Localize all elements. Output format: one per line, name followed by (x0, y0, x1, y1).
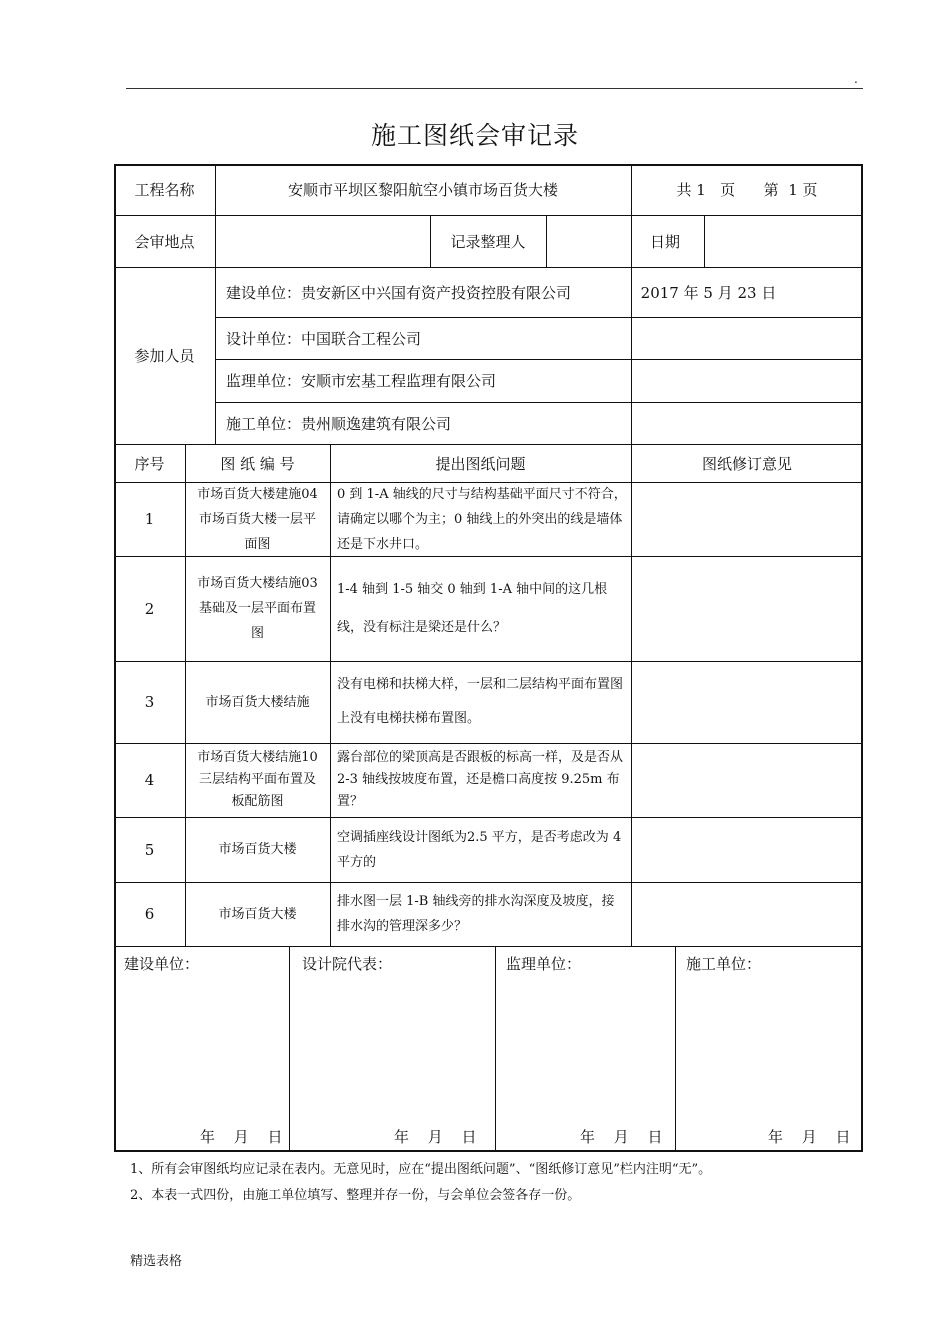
participant-unit: 监理单位：安顺市宏基工程监理有限公司 (226, 372, 497, 390)
row-no: 4 (144, 771, 155, 789)
row-no: 1 (144, 510, 155, 528)
row-question: 1-4 轴到 1-5 轴交 0 轴到 1-A 轴中间的这几根线，没有标注是梁还是什么？ (337, 581, 608, 635)
row-question: 没有电梯和扶梯大样，一层和二层结构平面布置图上没有电梯扶梯布置图。 (337, 677, 624, 726)
row-drawing: 市场百货大楼 (218, 842, 297, 857)
location-label: 会审地点 (134, 232, 195, 251)
participant-unit: 建设单位：贵安新区中兴国有资产投资控股有限公司 (226, 283, 572, 302)
col-divider (289, 946, 290, 1152)
signature-label-owner: 建设单位： (124, 955, 200, 973)
signature-label-construction: 施工单位： (686, 955, 762, 973)
row-question: 露台部位的梁顶高是否跟板的标高一样，及是否从 2-3 轴线按坡度布置，还是檐口高度按 9.25m 布置？ (337, 750, 624, 809)
row-opinion (631, 743, 863, 817)
col-divider (185, 444, 186, 946)
row-opinion (631, 817, 863, 882)
date-value (704, 215, 863, 267)
signature-label-design: 设计院代表： (302, 955, 393, 973)
note-1: 1、所有会审图纸均应记录在表内。无意见时，应在“提出图纸问题”、“图纸修订意见”栏内注明“无”。 (130, 1162, 712, 1177)
row-drawing: 市场百货大楼结施10 三层结构平面布置及板配筋图 (197, 750, 318, 809)
row-drawing: 市场百货大楼 (218, 906, 297, 922)
col-divider (675, 946, 676, 1152)
row-no: 6 (144, 905, 155, 923)
row-divider (114, 946, 863, 947)
row-drawing: 市场百货大楼建施04 市场百货大楼一层平面图 (197, 486, 318, 552)
row-no: 3 (144, 693, 155, 711)
row-opinion (631, 482, 863, 556)
page-title: 施工图纸会审记录 (370, 121, 579, 150)
row-opinion (631, 661, 863, 743)
col-divider (330, 444, 331, 946)
row-no: 5 (144, 840, 155, 859)
header-rule (126, 88, 863, 89)
col-divider (495, 946, 496, 1152)
project-name: 安顺市平坝区黎阳航空小镇市场百货大楼 (287, 181, 558, 199)
note-2: 2、本表一式四份，由施工单位填写、整理并存一份，与会单位会签各存一份。 (130, 1188, 581, 1203)
signature-label-supervision: 监理单位： (506, 955, 582, 973)
participant-unit: 设计单位：中国联合工程公司 (226, 329, 422, 348)
row-drawing: 市场百货大楼结施 (205, 694, 310, 710)
page-count: 共 1 页 第 1 页 (676, 181, 818, 199)
signature-date: 年 月 日 (768, 1128, 851, 1146)
date-label: 日期 (650, 232, 681, 251)
recorder-value (546, 215, 631, 267)
row-question: 0 到 1-A 轴线的尺寸与结构基础平面尺寸不符合，请确定以哪个为主；0 轴线上的外突出的线是墙体还是下水井口。 (337, 486, 627, 552)
signature-date: 年 月 日 (394, 1128, 477, 1146)
participant-date: 2017 年 5 月 23 日 (640, 283, 777, 302)
row-opinion (631, 882, 863, 946)
signature-date: 年 月 日 (580, 1128, 663, 1146)
footer-label: 精选表格 (130, 1254, 183, 1269)
header-mark: . (854, 72, 858, 86)
header-drawing: 图 纸 编 号 (220, 454, 295, 473)
recorder-label: 记录整理人 (450, 232, 526, 251)
row-drawing: 市场百货大楼结施03 基础及一层平面布置图 (197, 576, 318, 641)
header-no: 序号 (134, 454, 165, 473)
participant-extra (631, 317, 863, 359)
participants-label: 参加人员 (134, 347, 195, 365)
participant-extra (631, 359, 863, 402)
row-opinion (631, 556, 863, 661)
location-value (215, 215, 430, 267)
row-question: 排水图一层 1-B 轴线旁的排水沟深度及坡度，接排水沟的管理深多少？ (337, 894, 615, 934)
header-opinion: 图纸修订意见 (701, 454, 792, 473)
project-label: 工程名称 (134, 181, 195, 199)
row-no: 2 (144, 599, 155, 618)
participant-unit: 施工单位：贵州顺逸建筑有限公司 (226, 414, 452, 433)
participant-extra (631, 402, 863, 444)
header-question: 提出图纸问题 (435, 454, 526, 473)
signature-date: 年 月 日 (200, 1128, 283, 1146)
row-question: 空调插座线设计图纸为2.5 平方，是否考虑改为 4 平方的 (337, 829, 622, 870)
